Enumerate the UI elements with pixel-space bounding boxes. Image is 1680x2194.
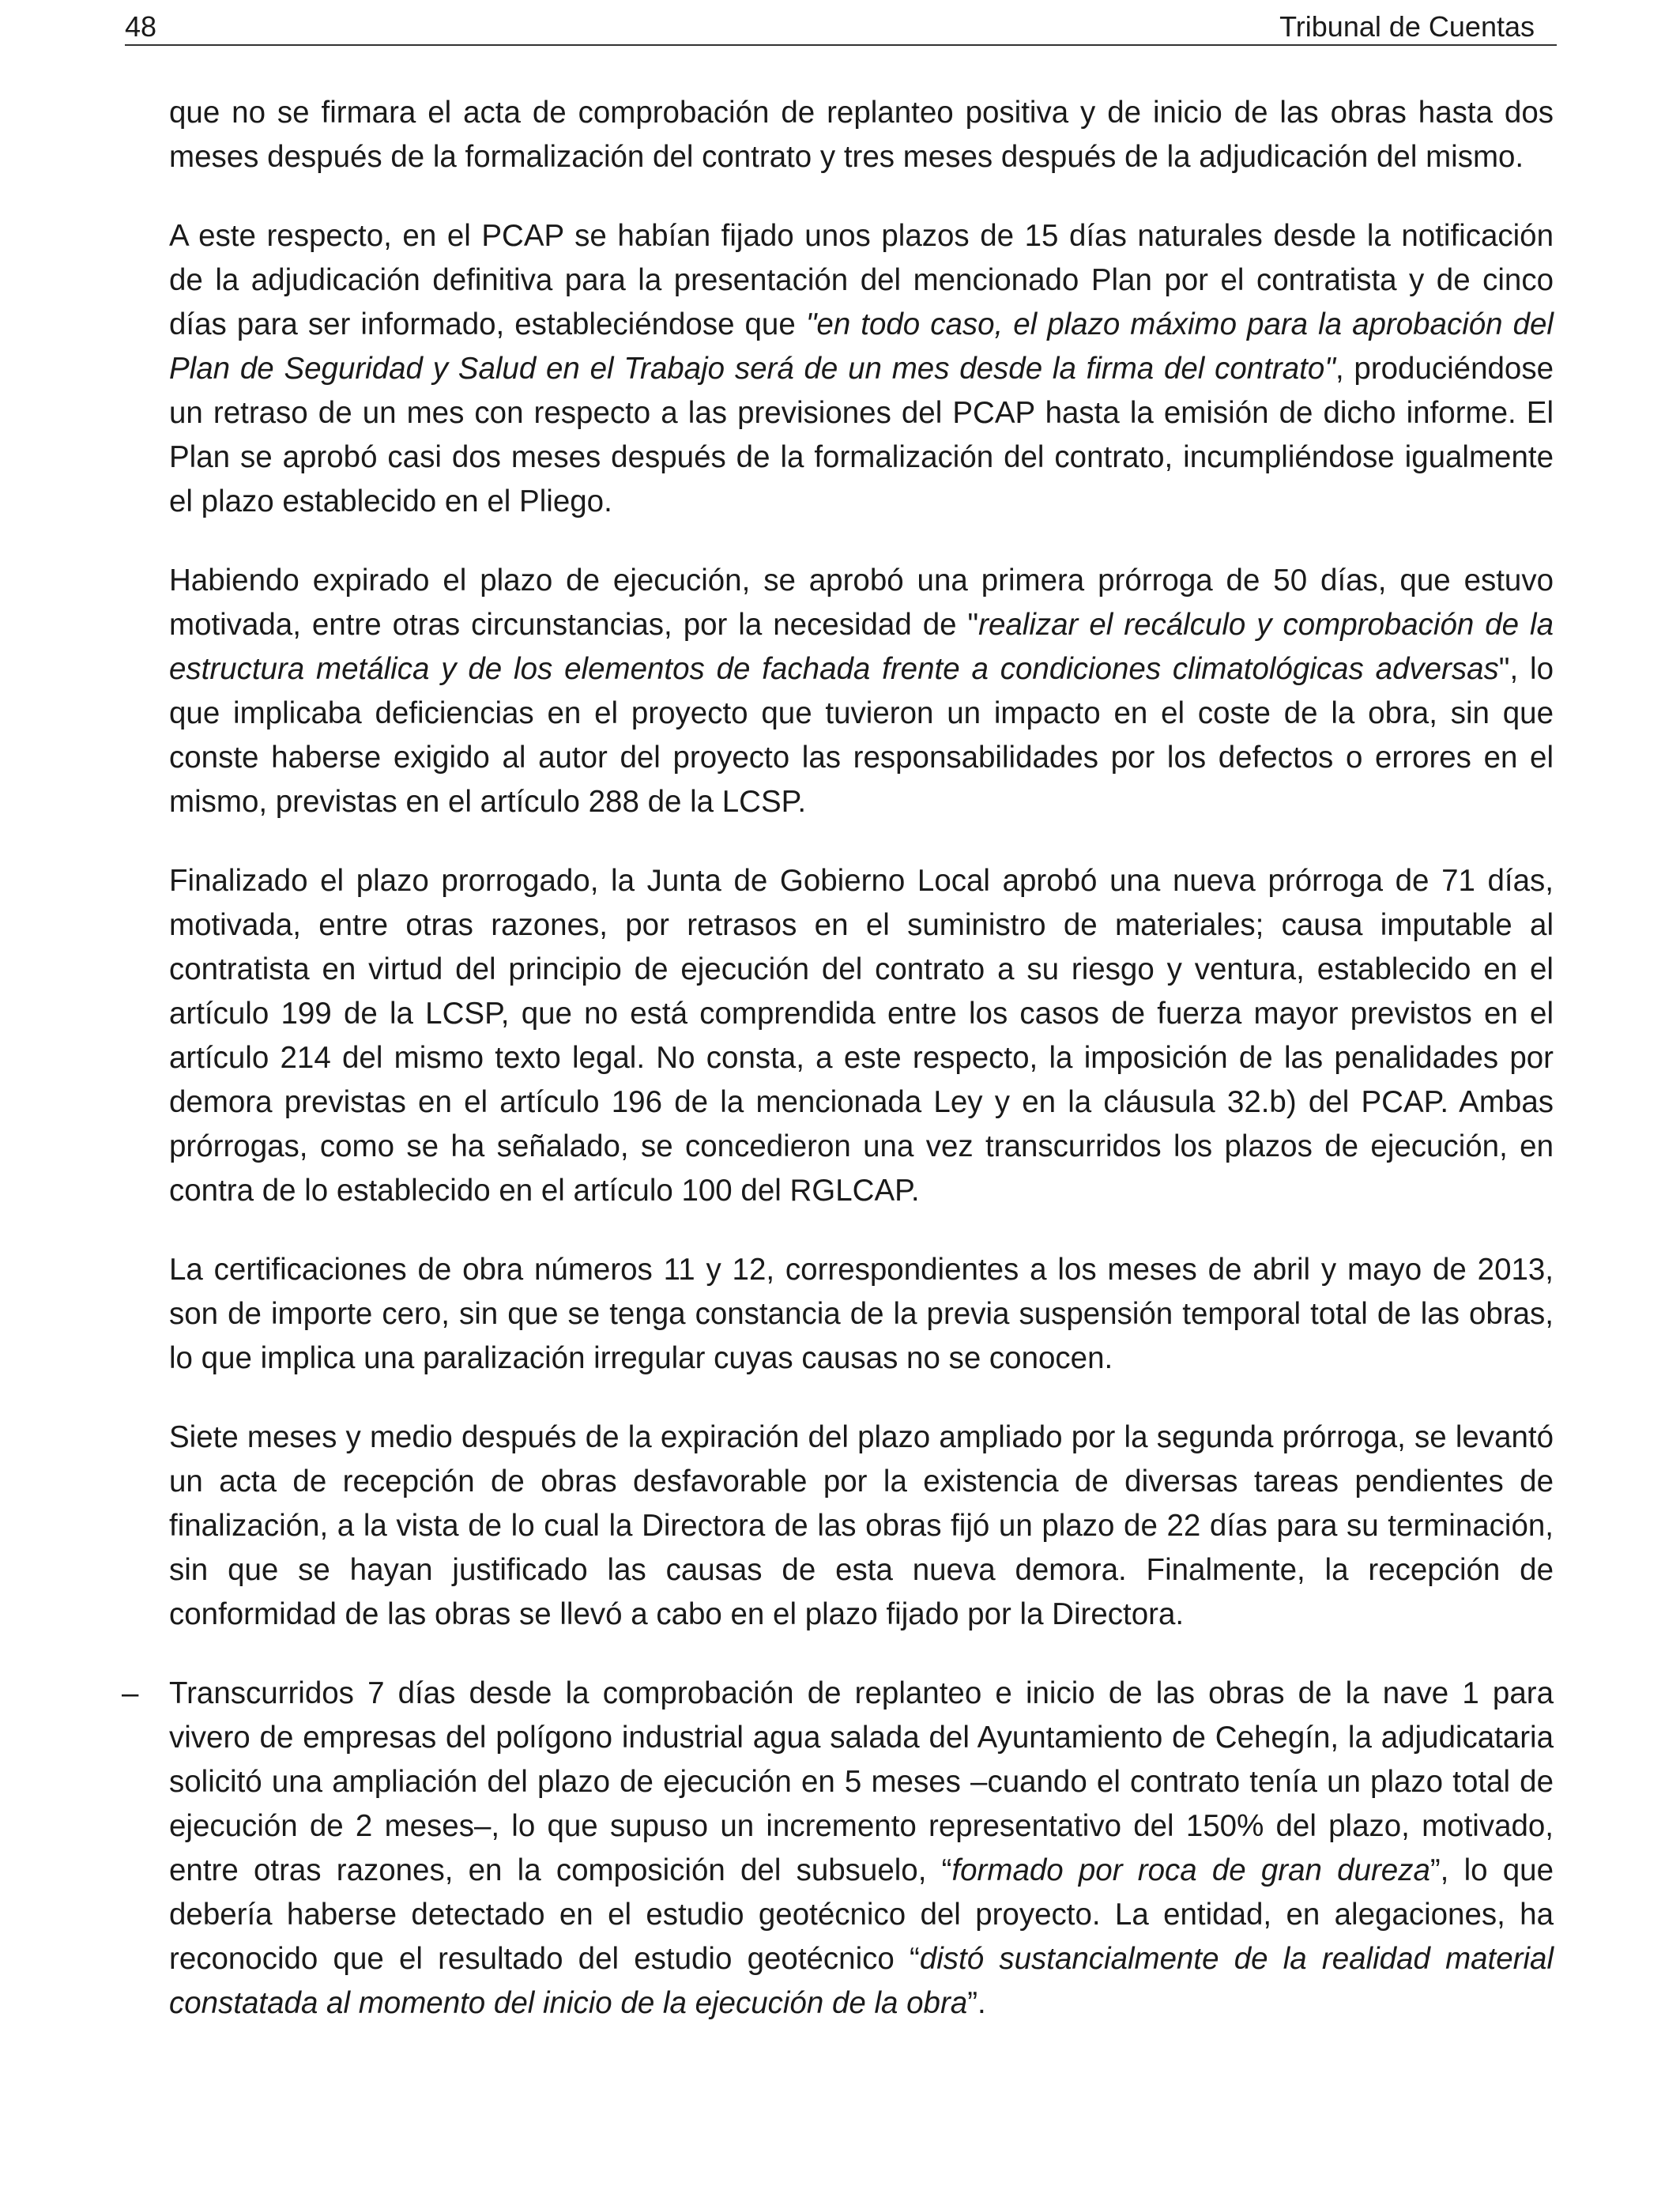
- paragraph-5: La certificaciones de obra números 11 y 12, correspondientes a los meses de abril y mayo de 2013, son de importe cero, sin que se tenga constancia de la previa suspensión temporal total de las obras, lo que implica una paralización irregular cuyas causas no se conocen.: [169, 1253, 1554, 1375]
- paragraph-3: [169, 559, 1554, 824]
- paragraph-6: Siete meses y medio después de la expiración del plazo ampliado por la segunda prórroga, se levantó un acta de recepción de obras desfavorable por la existencia de diversas tareas pendientes de finalización, a la vista de lo cual la Directora de las obras fijó un plazo de 22 días para su terminación, sin que se hayan justificado las causas de esta nueva demora. Finalmente, la recepción de conformidad de las obras se llevó a cabo en el plazo fijado por la Directora.: [169, 1420, 1554, 1631]
- list-bullet: –: [122, 1676, 139, 1710]
- paragraph-3-text-b: ", lo que implicaba deficiencias en el proyecto que tuvieron un impacto en el coste de la obra, sin que conste haberse exigido al autor del proyecto las responsabilidades por los defectos o errores en el mismo, previstas en el artículo 288 de la LCSP.: [169, 652, 1554, 819]
- page-header: [125, 6, 1557, 46]
- list-item-text-a: Transcurridos 7 días desde la comprobación de replanteo e inicio de las obras de la nave 1 para vivero de empresas del polígono industrial agua salada del Ayuntamiento de Cehegín, la adjudicataria solicitó una ampliación del plazo de ejecución en 5 meses –cuando el contrato tenía un plazo total de ejecución de 2 meses–, lo que supuso un incremento representativo del 150% del plazo, motivado, entre otras razones, en la composición del subsuelo, “: [169, 1676, 1554, 1887]
- list-item-quote-2: distó sustancialmente de la realidad material constatada al momento del inicio de la ejecución de la obra: [169, 1942, 1554, 2020]
- list-item-quote-1: formado por roca de gran dureza: [951, 1853, 1430, 1887]
- page-number: 48: [125, 10, 157, 43]
- paragraph-3-quote: realizar el recálculo y comprobación de la estructura metálica y de los elementos de fachada frente a condiciones climatológicas adversas: [169, 608, 1554, 686]
- paragraph-2-quote: "en todo caso, el plazo máximo para la aprobación del Plan de Seguridad y Salud en el Trabajo será de un mes desde la firma del contrato": [169, 307, 1554, 386]
- list-item-text-b: ”, lo que debería haberse detectado en el estudio geotécnico del proyecto. La entidad, en alegaciones, ha reconocido que el resultado del estudio geotécnico “: [169, 1853, 1554, 1976]
- paragraph-3-text-a: Habiendo expirado el plazo de ejecución, se aprobó una primera prórroga de 50 días, que estuvo motivada, entre otras circunstancias, por la necesidad de ": [169, 564, 1554, 642]
- list-item-text-c: ”.: [967, 1986, 986, 2020]
- paragraph-1: que no se firmara el acta de comprobación de replanteo positiva y de inicio de las obras hasta dos meses después de la formalización del contrato y tres meses después de la adjudicación del mismo.: [169, 96, 1554, 174]
- document-body: [122, 91, 1554, 2060]
- paragraph-2-text-b: , produciéndose un retraso de un mes con respecto a las previsiones del PCAP hasta la emisión de dicho informe. El Plan se aprobó casi dos meses después de la formalización del contrato, incumpliéndose igualmente el plazo establecido en el Pliego.: [169, 352, 1554, 518]
- paragraph-2: [169, 214, 1554, 524]
- header-title: Tribunal de Cuentas: [1279, 10, 1535, 43]
- paragraph-2-text-a: A este respecto, en el PCAP se habían fijado unos plazos de 15 días naturales desde la notificación de la adjudicación definitiva para la presentación del mencionado Plan por el contratista y de cinco días para ser informado, estableciéndose que: [169, 219, 1554, 341]
- list-item: [122, 1672, 1554, 2026]
- paragraph-4: Finalizado el plazo prorrogado, la Junta de Gobierno Local aprobó una nueva prórroga de 71 días, motivada, entre otras razones, por retrasos en el suministro de materiales; causa imputable al contratista en virtud del principio de ejecución del contrato a su riesgo y ventura, establecido en el artículo 199 de la LCSP, que no está comprendida entre los casos de fuerza mayor previstos en el artículo 214 del mismo texto legal. No consta, a este respecto, la imposición de las penalidades por demora previstas en el artículo 196 de la mencionada Ley y en la cláusula 32.b) del PCAP. Ambas prórrogas, como se ha señalado, se concedieron una vez transcurridos los plazos de ejecución, en contra de lo establecido en el artículo 100 del RGLCAP.: [169, 864, 1554, 1208]
